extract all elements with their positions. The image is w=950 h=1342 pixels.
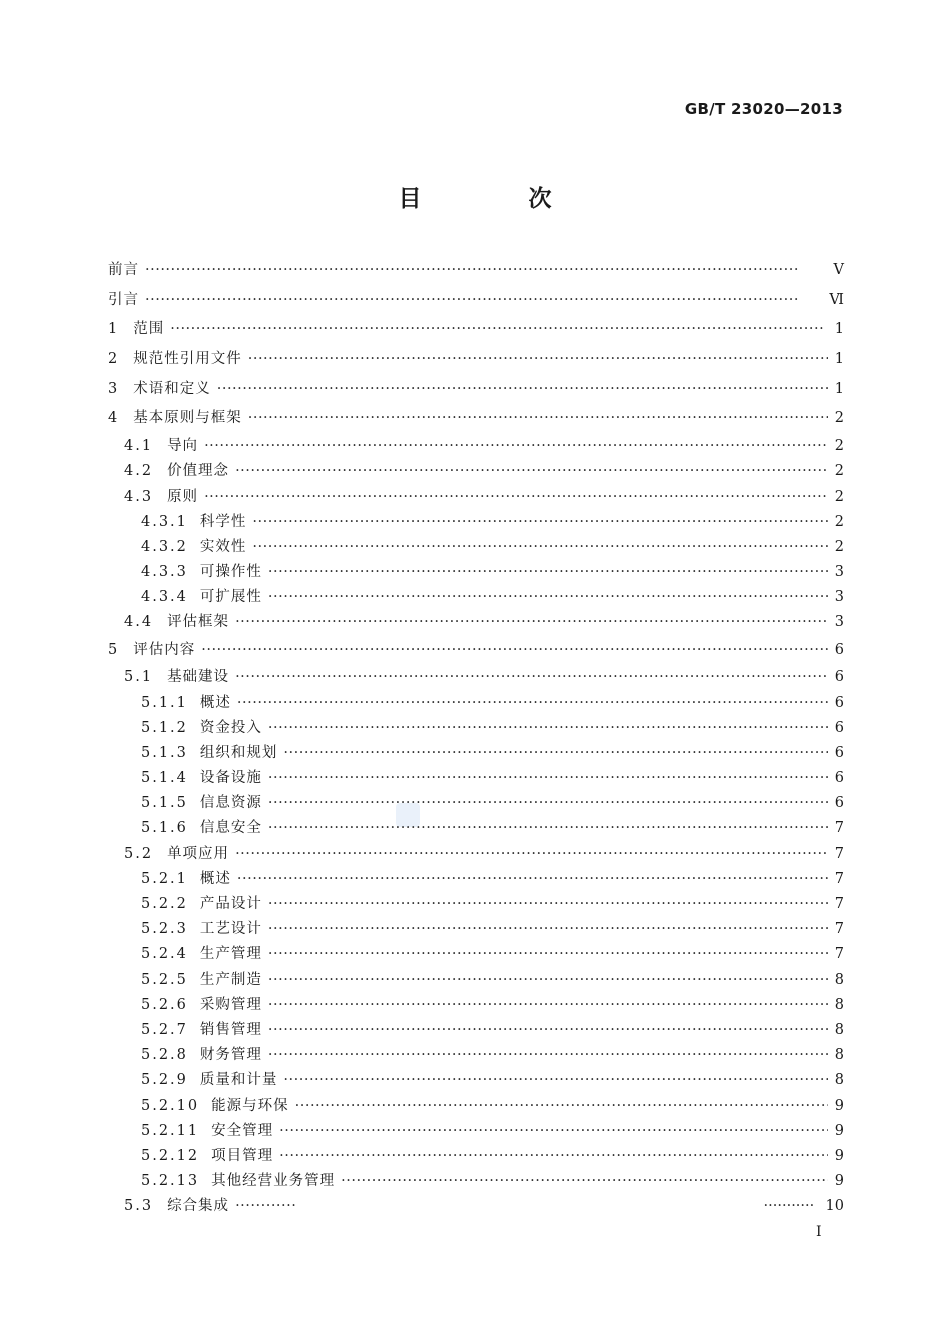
toc-entry-page: 7	[834, 870, 844, 887]
toc-entry-page: 6	[834, 669, 844, 686]
toc-entry-number: 4.2	[124, 463, 154, 480]
toc-entry-page: 6	[834, 641, 844, 658]
toc-entry[interactable]	[108, 315, 844, 345]
toc-entry-number: 5.2	[124, 845, 154, 862]
toc-entry-page: 2	[834, 410, 844, 427]
toc-entry-number: 5.1.1	[141, 694, 188, 711]
toc-entry[interactable]	[108, 816, 844, 841]
toc-entry[interactable]	[108, 1169, 844, 1194]
dot-leader	[268, 968, 828, 993]
toc-entry-page: 8	[834, 971, 844, 988]
dot-leader	[283, 1068, 828, 1093]
toc-entry-page: 1	[834, 351, 844, 368]
toc-entry-number: 4	[108, 410, 120, 427]
toc-entry-label: 生产管理	[199, 946, 262, 963]
toc-entry-page: 2	[834, 438, 844, 455]
toc-entry-page: 2	[834, 488, 844, 505]
dot-leader	[204, 434, 828, 459]
toc-entry[interactable]	[108, 766, 844, 791]
toc-entry-label: 概述	[199, 870, 231, 887]
toc-entry[interactable]	[108, 1018, 844, 1043]
toc-entry-label: 销售管理	[199, 1021, 262, 1038]
toc-entry-number: 5.1.3	[141, 744, 188, 761]
toc-entry[interactable]	[108, 345, 844, 375]
toc-entry[interactable]	[108, 404, 844, 434]
toc-entry-label: 引言	[108, 291, 139, 308]
toc-entry-label: 评估框架	[167, 614, 230, 631]
toc-entry-label: 采购管理	[199, 996, 262, 1013]
toc-entry-label: 基础建设	[167, 669, 230, 686]
toc-entry[interactable]	[108, 665, 844, 690]
toc-entry-page: 8	[834, 996, 844, 1013]
toc-entry-number: 2	[108, 351, 120, 368]
toc-entry-label: 其他经营业务管理	[211, 1173, 336, 1190]
dot-leader	[268, 1043, 828, 1068]
toc-entry[interactable]	[108, 610, 844, 635]
toc-entry-number: 4.3.2	[141, 538, 188, 555]
toc-entry-number: 5.2.9	[141, 1072, 188, 1089]
toc-entry[interactable]	[108, 892, 844, 917]
toc-entry-label: 信息资源	[199, 795, 262, 812]
toc-entry-number: 4.1	[124, 438, 154, 455]
dot-leader	[252, 535, 828, 560]
toc-entry-page: 8	[834, 1072, 844, 1089]
toc-entry-number: 5.2.1	[141, 870, 188, 887]
toc-entry-label: 可扩展性	[199, 589, 262, 606]
dot-leader	[145, 256, 828, 286]
toc-entry-label: 安全管理	[211, 1122, 274, 1139]
toc-entry-number: 4.3	[124, 488, 154, 505]
dot-leader	[145, 286, 823, 316]
dot-leader	[204, 485, 828, 510]
toc-entry-number: 5.2.10	[141, 1097, 200, 1114]
toc-entry-page: 7	[834, 820, 844, 837]
toc-entry-number: 4.4	[124, 614, 154, 631]
toc-entry-number: 5.1.5	[141, 795, 188, 812]
toc-entry-label: 前言	[108, 262, 139, 278]
dot-leader	[268, 993, 828, 1018]
toc-entry[interactable]	[108, 459, 844, 484]
toc-entry-label: 组织和规划	[199, 744, 278, 761]
toc-entry-page: 6	[834, 719, 844, 736]
toc-entry-page: 2	[834, 513, 844, 530]
toc-entry-label: 价值理念	[167, 463, 230, 480]
toc-entry-label: 资金投入	[199, 719, 262, 736]
standard-code: GB/T 23020—2013	[684, 100, 843, 118]
toc-entry[interactable]	[108, 560, 844, 585]
toc-entry-label: 范围	[133, 321, 165, 338]
toc-entry-number: 3	[108, 380, 120, 397]
toc-entry-number: 5.3	[124, 1198, 154, 1215]
toc-entry-label: 实效性	[199, 538, 247, 555]
dot-leader	[235, 459, 828, 484]
toc-entry-page: 9	[834, 1173, 844, 1190]
dot-leader	[252, 510, 828, 535]
toc-entry-label: 原则	[167, 488, 199, 505]
toc-entry-number: 5.1.2	[141, 719, 188, 736]
dot-leader	[170, 315, 828, 345]
toc-entry[interactable]	[108, 485, 844, 510]
dot-leader	[248, 404, 828, 434]
toc-entry-number: 4.3.4	[141, 589, 188, 606]
dot-leader	[279, 1119, 828, 1144]
toc-entry-number: 5.1.4	[141, 770, 188, 787]
toc-entry-page: 9	[834, 1097, 844, 1114]
dot-leader	[268, 942, 828, 967]
toc-entry[interactable]	[108, 1068, 844, 1093]
dot-leader	[295, 1094, 828, 1119]
toc-entry-page: 6	[834, 694, 844, 711]
toc-entry[interactable]	[108, 993, 844, 1018]
toc-entry-label: 术语和定义	[133, 380, 211, 397]
toc-entry-number: 5.2.13	[141, 1173, 200, 1190]
toc-entry-label: 财务管理	[199, 1047, 262, 1064]
toc-entry-number: 5.2.11	[141, 1122, 200, 1139]
toc-entry-label: 信息安全	[199, 820, 262, 837]
toc-entry-label: 概述	[199, 694, 231, 711]
toc-entry[interactable]	[108, 1194, 844, 1219]
toc-entry-label: 能源与环保	[211, 1097, 289, 1114]
dot-leader	[237, 867, 828, 892]
toc-entry-number: 5.2.7	[141, 1021, 188, 1038]
page-number: Ⅰ	[816, 1224, 822, 1240]
toc-entry-label: 项目管理	[211, 1147, 274, 1164]
toc-entry-label: 可操作性	[199, 564, 262, 581]
toc-entry-number: 1	[108, 321, 120, 338]
dot-leader	[248, 345, 828, 375]
dot-leader	[268, 766, 828, 791]
toc-entry[interactable]	[108, 636, 844, 666]
toc-entry-number: 5.1.6	[141, 820, 188, 837]
toc-entry[interactable]	[108, 1144, 844, 1169]
toc-entry-page: 3	[834, 589, 844, 606]
toc-entry-number: 5.2.12	[141, 1147, 200, 1164]
dot-leader	[268, 585, 828, 610]
toc-entry[interactable]	[108, 691, 844, 716]
toc-entry[interactable]	[108, 510, 844, 535]
toc-entry[interactable]	[108, 917, 844, 942]
toc-entry-page: 7	[834, 845, 844, 862]
toc-entry-page: 1	[834, 321, 844, 338]
toc-entry[interactable]	[108, 286, 844, 316]
toc-entry[interactable]	[108, 791, 844, 816]
toc-entry-number: 5.2.5	[141, 971, 188, 988]
toc-entry[interactable]	[108, 535, 844, 560]
dot-leader	[279, 1144, 828, 1169]
toc-entry-page: 7	[834, 946, 844, 963]
toc-entry-page: 2	[834, 463, 844, 480]
toc-entry-page: 8	[834, 1021, 844, 1038]
toc-entry-page: Ⅵ	[829, 291, 844, 308]
dot-leader	[268, 892, 828, 917]
toc-entry[interactable]	[108, 1094, 844, 1119]
toc-entry-page: Ⅴ	[833, 262, 844, 278]
dot-leader	[268, 917, 828, 942]
toc-entry-label: 基本原则与框架	[133, 410, 242, 427]
dot-leader	[235, 842, 828, 867]
toc-entry-number: 4.3.1	[141, 513, 188, 530]
toc-entry[interactable]	[108, 434, 844, 459]
toc-entry[interactable]	[108, 942, 844, 967]
toc-entry-page: 2	[834, 538, 844, 555]
toc-entry-page: 9	[834, 1122, 844, 1139]
toc-entry-number: 5.2.4	[141, 946, 188, 963]
toc-entry-page: 6	[834, 770, 844, 787]
toc-entry[interactable]	[108, 375, 844, 405]
toc-entry-number: 4.3.3	[141, 564, 188, 581]
toc-entry[interactable]	[108, 968, 844, 993]
toc-entry-page: 8	[834, 1047, 844, 1064]
toc-entry-label: 科学性	[199, 513, 247, 530]
toc-entry-label: 综合集成	[167, 1198, 230, 1215]
toc-entry-label: 产品设计	[199, 896, 262, 912]
toc-entry-page: 1	[834, 380, 844, 397]
toc-entry-label: 设备设施	[199, 770, 262, 787]
toc-entry-number: 5.2.8	[141, 1047, 188, 1064]
toc-entry-page: 7	[834, 896, 844, 912]
dot-leader	[341, 1169, 828, 1194]
toc-entry-label: 质量和计量	[199, 1072, 278, 1089]
toc-entry-label: 单项应用	[167, 845, 230, 862]
toc-entry-number: 5.2.2	[141, 896, 188, 912]
toc-entry-number: 5.1	[124, 669, 154, 686]
toc-entry-page: 6	[834, 744, 844, 761]
toc-entry-number: 5.2.6	[141, 996, 188, 1013]
toc-entry[interactable]	[108, 842, 844, 867]
toc-entry[interactable]	[108, 585, 844, 610]
toc-entry-page: 9	[834, 1147, 844, 1164]
dot-leader	[217, 375, 828, 405]
toc-entry[interactable]	[108, 256, 844, 286]
dot-leader	[235, 665, 828, 690]
toc-entry-label: 工艺设计	[199, 921, 262, 938]
toc-entry[interactable]	[108, 1119, 844, 1144]
toc-entry-page: 6	[834, 795, 844, 812]
toc-entry[interactable]	[108, 867, 844, 892]
dot-leader	[235, 1194, 297, 1219]
toc-entry[interactable]	[108, 1043, 844, 1068]
dot-leader	[283, 741, 828, 766]
toc-entry-label: 生产制造	[199, 971, 262, 988]
dot-leader	[235, 610, 828, 635]
toc-entry-label: 规范性引用文件	[133, 351, 242, 368]
dot-leader	[268, 560, 828, 585]
toc-entry-number: 5.2.3	[141, 921, 188, 938]
dot-leader	[201, 636, 828, 666]
dot-leader	[268, 1018, 828, 1043]
table-of-contents	[108, 256, 844, 1219]
dot-leader	[764, 1194, 820, 1219]
toc-entry-label: 评估内容	[133, 641, 196, 658]
toc-entry-number: 5	[108, 641, 120, 658]
toc-entry-page: 10	[825, 1198, 844, 1215]
toc-entry-page: 3	[834, 614, 844, 631]
toc-entry-page: 7	[834, 921, 844, 938]
toc-entry-label: 导向	[167, 438, 199, 455]
toc-entry[interactable]	[108, 741, 844, 766]
dot-leader	[268, 716, 828, 741]
dot-leader	[237, 691, 828, 716]
dot-leader	[268, 816, 828, 841]
toc-entry[interactable]	[108, 716, 844, 741]
toc-entry-page: 3	[834, 564, 844, 581]
page-title: 目 次	[398, 186, 594, 212]
dot-leader	[268, 791, 828, 816]
